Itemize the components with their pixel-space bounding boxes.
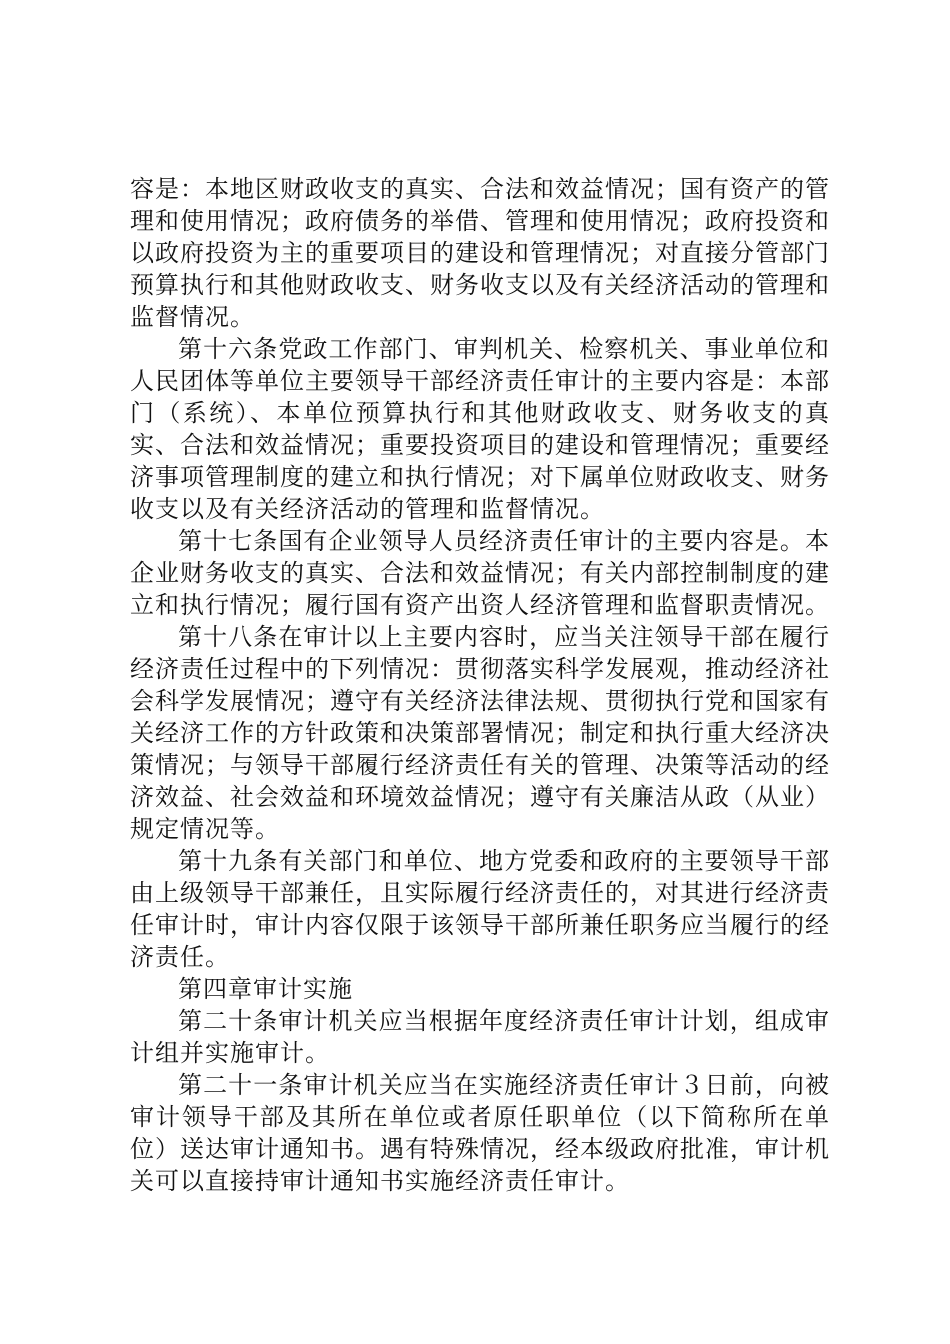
paragraph-article-19: 第十九条有关部门和单位、地方党委和政府的主要领导干部由上级领导干部兼任，且实际履行经济责任的，对其进行经济责任审计时，审计内容仅限于该领导干部所兼任职务应当履行的经济责任。 bbox=[130, 847, 830, 971]
paragraph-article-17: 第十七条国有企业领导人员经济责任审计的主要内容是。本企业财务收支的真实、合法和效益情况；有关内部控制制度的建立和执行情况；履行国有资产出资人经济管理和监督职责情况。 bbox=[130, 527, 830, 619]
paragraph-article-18: 第十八条在审计以上主要内容时，应当关注领导干部在履行经济责任过程中的下列情况：贯彻落实科学发展观，推动经济社会科学发展情况；遵守有关经济法律法规、贯彻执行党和国家有关经济工作的方针政策和决策部署情况；制定和执行重大经济决策情况；与领导干部履行经济责任有关的管理、决策等活动的经济效益、社会效益和环境效益情况；遵守有关廉洁从政（从业）规定情况等。 bbox=[130, 623, 830, 843]
chapter-heading: 第四章审计实施 bbox=[178, 975, 353, 1003]
paragraph-article-20: 第二十条审计机关应当根据年度经济责任审计计划，组成审计组并实施审计。 bbox=[130, 1007, 830, 1067]
paragraph-article-21: 第二十一条审计机关应当在实施经济责任审计３日前，向被审计领导干部及其所在单位或者原任职单位（以下简称所在单位）送达审计通知书。遇有特殊情况，经本级政府批准，审计机关可以直接持审计通知书实施经济责任审计。 bbox=[130, 1071, 830, 1195]
paragraph-article-16: 第十六条党政工作部门、审判机关、检察机关、事业单位和人民团体等单位主要领导干部经济责任审计的主要内容是：本部门（系统）、本单位预算执行和其他财政收支、财务收支的真实、合法和效益情况；重要投资项目的建设和管理情况；重要经济事项管理制度的建立和执行情况；对下属单位财政收支、财务收支以及有关经济活动的管理和监督情况。 bbox=[130, 335, 830, 523]
document-body bbox=[130, 173, 830, 1197]
paragraph-continuation: 容是：本地区财政收支的真实、合法和效益情况；国有资产的管理和使用情况；政府债务的举借、管理和使用情况；政府投资和以政府投资为主的重要项目的建设和管理情况；对直接分管部门预算执行和其他财政收支、财务收支以及有关经济活动的管理和监督情况。 bbox=[130, 175, 830, 331]
